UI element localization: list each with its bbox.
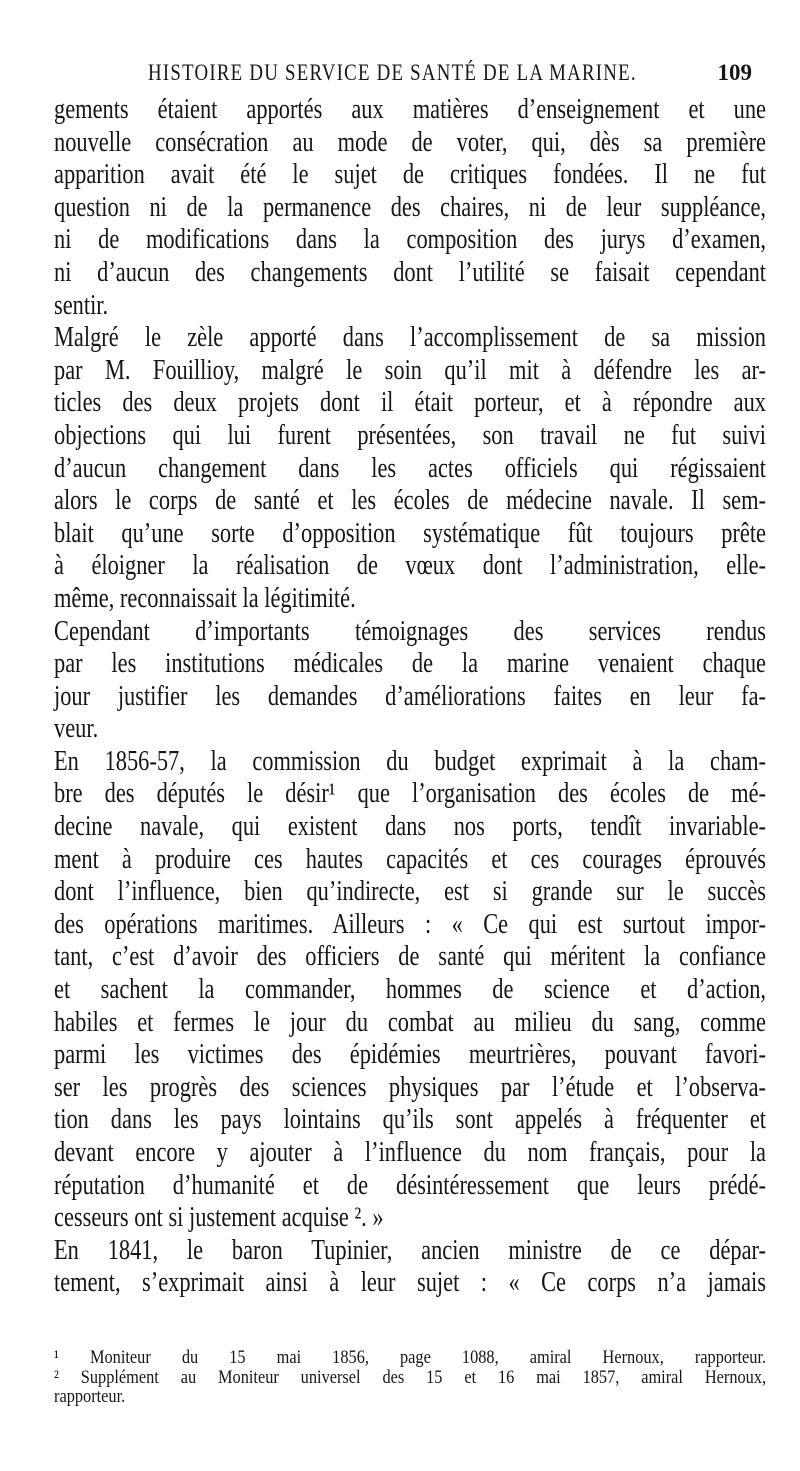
text-line: apparition avait été le sujet de critiques fondées. Il ne fut (54, 159, 766, 191)
text-line: Cependant d’importants témoignages des services rendus (54, 615, 766, 647)
text-line: sentir. (54, 289, 109, 321)
text-line: d’aucun changement dans les actes officiels qui régissaient (54, 452, 766, 484)
text-line: tion dans les pays lointains qu’ils sont appelés à fréquenter et (54, 1104, 766, 1136)
text-line: question ni de la permanence des chaires, ni de leur suppléance, (54, 191, 766, 223)
text-line: à éloigner la réalisation de vœux dont l’administration, elle- (54, 550, 766, 582)
page-number: 109 (717, 60, 752, 85)
text-line: bre des députés le désir¹ que l’organisation des écoles de mé- (54, 778, 766, 810)
text-line: ni d’aucun des changements dont l’utilité se faisait cependant (54, 256, 766, 288)
text-line: alors le corps de santé et les écoles de médecine navale. Il sem- (54, 485, 766, 517)
text-line: réputation d’humanité et de désintéressement que leurs prédé- (54, 1169, 766, 1201)
text-line: veur. (54, 713, 99, 745)
text-line: Malgré le zèle apporté dans l’accomplissement de sa mission (54, 322, 766, 354)
text-line: par M. Fouillioy, malgré le soin qu’il mit à défendre les ar- (54, 354, 766, 386)
footnote-line: ² Supplément au Moniteur universel des 15 et 16 mai 1857, amiral Hernoux, (54, 1366, 767, 1388)
text-line: ser les progrès des sciences physiques par l’étude et l’observa- (54, 1071, 766, 1103)
body-text (54, 94, 766, 1300)
text-line: jour justifier les demandes d’améliorations faites en leur fa- (54, 680, 766, 712)
text-line: tement, s’exprimait ainsi à leur sujet : « Ce corps n’a jamais (54, 1267, 766, 1299)
text-line: En 1856-57, la commission du budget exprimait à la cham- (54, 745, 766, 777)
running-title: HISTOIRE DU SERVICE DE SANTÉ DE LA MARINE. (148, 60, 637, 85)
text-line: nouvelle consécration au mode de voter, qui, dès sa première (54, 126, 766, 158)
text-line: habiles et fermes le jour du combat au milieu du sang, comme (54, 1006, 766, 1038)
text-line: gements étaient apportés aux matières d’enseignement et une (54, 94, 766, 125)
running-header (148, 60, 752, 94)
footnote-line: rapporteur. (54, 1386, 126, 1407)
text-line: dont l’influence, bien qu’indirecte, est si grande sur le succès (54, 876, 766, 908)
text-line: devant encore y ajouter à l’influence du nom français, pour la (54, 1137, 766, 1168)
text-line: En 1841, le baron Tupinier, ancien ministre de ce dépar- (54, 1234, 766, 1266)
text-line: et sachent la commander, hommes de science et d’action, (54, 974, 766, 1006)
text-line: par les institutions médicales de la marine venaient chaque (54, 648, 766, 680)
text-line: des opérations maritimes. Ailleurs : « Ce qui est surtout impor- (54, 908, 766, 940)
text-line: ticles des deux projets dont il était porteur, et à répondre aux (54, 387, 766, 419)
text-line: blait qu’une sorte d’opposition systématique fût toujours prête (54, 517, 766, 549)
text-line: parmi les victimes des épidémies meurtrières, pouvant favori- (54, 1039, 766, 1071)
text-line: decine navale, qui existent dans nos ports, tendît invariable- (54, 811, 766, 843)
text-line: cesseurs ont si justement acquise ². » (54, 1202, 384, 1234)
text-line: même, reconnaissait la légitimité. (54, 582, 356, 614)
footnotes (54, 1348, 766, 1407)
text-line: tant, c’est d’avoir des officiers de santé qui méritent la confiance (54, 941, 766, 973)
text-line: ment à produire ces hautes capacités et ces courages éprouvés (54, 843, 766, 875)
text-line: ni de modifications dans la composition des jurys d’examen, (54, 224, 766, 256)
text-line: objections qui lui furent présentées, son travail ne fut suivi (54, 419, 766, 451)
footnote-line: ¹ Moniteur du 15 mai 1856, page 1088, amiral Hernoux, rapporteur. (54, 1347, 767, 1368)
